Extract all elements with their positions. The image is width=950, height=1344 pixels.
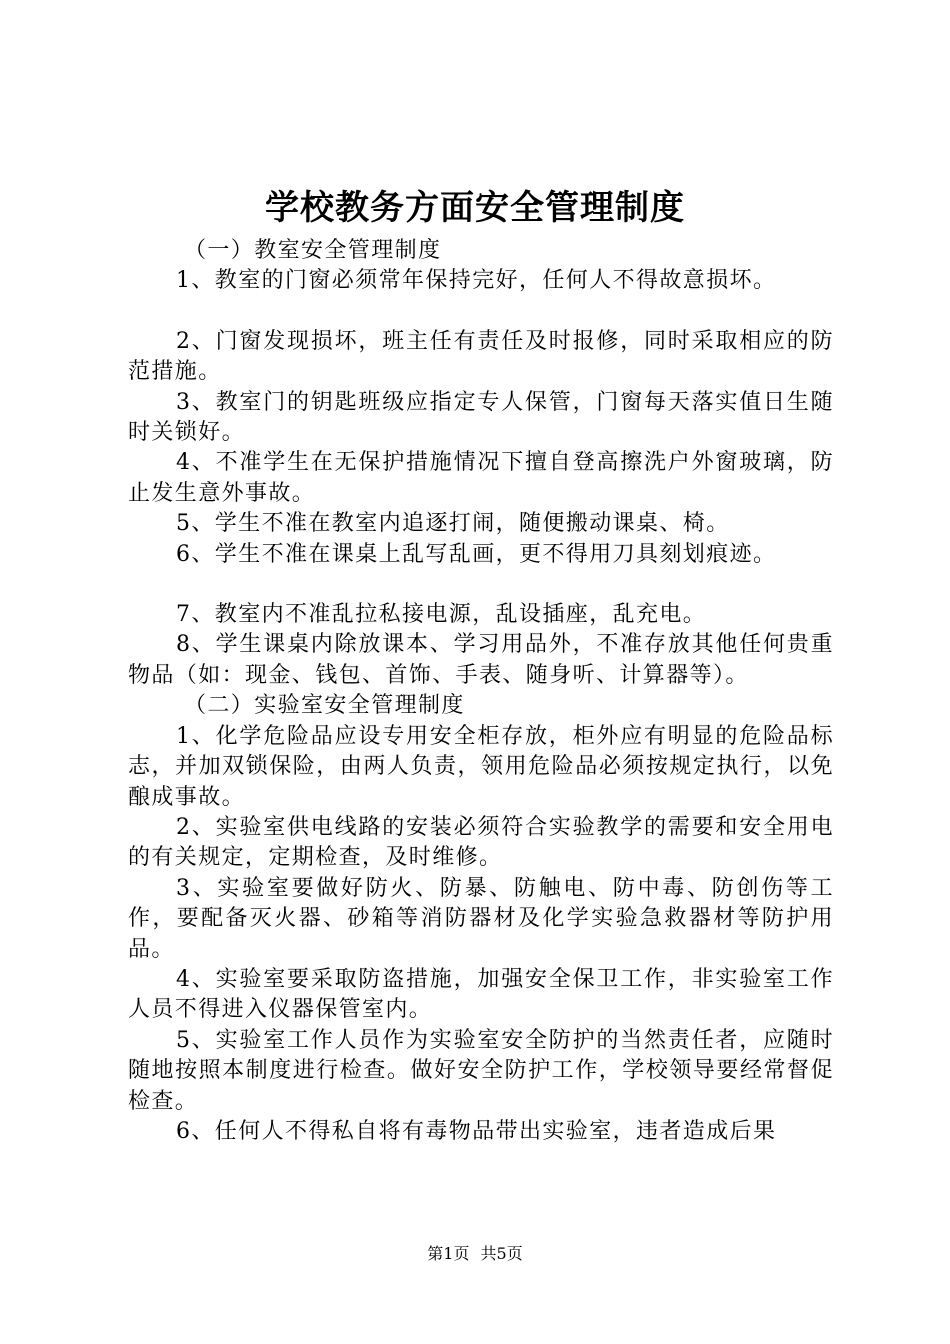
paragraph: 5、实验室工作人员作为实验室安全防护的当然责任者，应随时随地按照本制度进行检查。做好安全防护工作，学校领导要经常督促检查。 (128, 1027, 834, 1114)
paragraph: 2、实验室供电线路的安装必须符合实验教学的需要和安全用电的有关规定，定期检查，及时维修。 (128, 814, 834, 871)
paragraph: 1、化学危险品应设专用安全柜存放，柜外应有明显的危险品标志，并加双锁保险，由两人负责，领用危险品必须按规定执行，以免酿成事故。 (128, 723, 834, 810)
paragraph: 5、学生不准在教室内追逐打闹，随便搬动课桌、椅。 (176, 511, 730, 537)
paragraph: 7、教室内不准乱拉私接电源，乱设插座，乱充电。 (176, 602, 707, 628)
section-heading: （二）实验室安全管理制度 (184, 693, 465, 719)
blank-line (128, 297, 834, 327)
blank-line (128, 570, 834, 600)
page-footer (0, 1243, 950, 1265)
paragraph: 8、学生课桌内除放课本、学习用品外，不准存放其他任何贵重物品（如：现金、钱包、首饰、手表、随身听、计算器等）。 (128, 632, 834, 688)
page-number: 第1页 (427, 1244, 470, 1263)
paragraph: 2、门窗发现损坏，班主任有责任及时报修，同时采取相应的防范措施。 (128, 328, 834, 385)
paragraph: 1、教室的门窗必须常年保持完好，任何人不得故意损坏。 (176, 268, 777, 294)
paragraph: 3、实验室要做好防火、防暴、防触电、防中毒、防创伤等工作，要配备灭火器、砂箱等消防器材及化学实验急救器材等防护用品。 (128, 875, 834, 962)
paragraph: 6、任何人不得私自将有毒物品带出实验室，违者造成后果 (176, 1118, 777, 1144)
paragraph: 3、教室门的钥匙班级应指定专人保管，门窗每天落实值日生随时关锁好。 (128, 389, 834, 446)
section-heading: （一）教室安全管理制度 (184, 238, 442, 263)
paragraph: 4、不准学生在无保护措施情况下擅自登高擦洗户外窗玻璃，防止发生意外事故。 (128, 450, 834, 506)
page-total: 共5页 (480, 1244, 523, 1263)
document-title: 学校教务方面安全管理制度 (265, 188, 685, 228)
paragraph: 4、实验室要采取防盗措施，加强安全保卫工作，非实验室工作人员不得进入仪器保管室内。 (128, 966, 834, 1023)
document-body (128, 236, 834, 1147)
paragraph: 6、学生不准在课桌上乱写乱画，更不得用刀具刻划痕迹。 (176, 541, 777, 567)
